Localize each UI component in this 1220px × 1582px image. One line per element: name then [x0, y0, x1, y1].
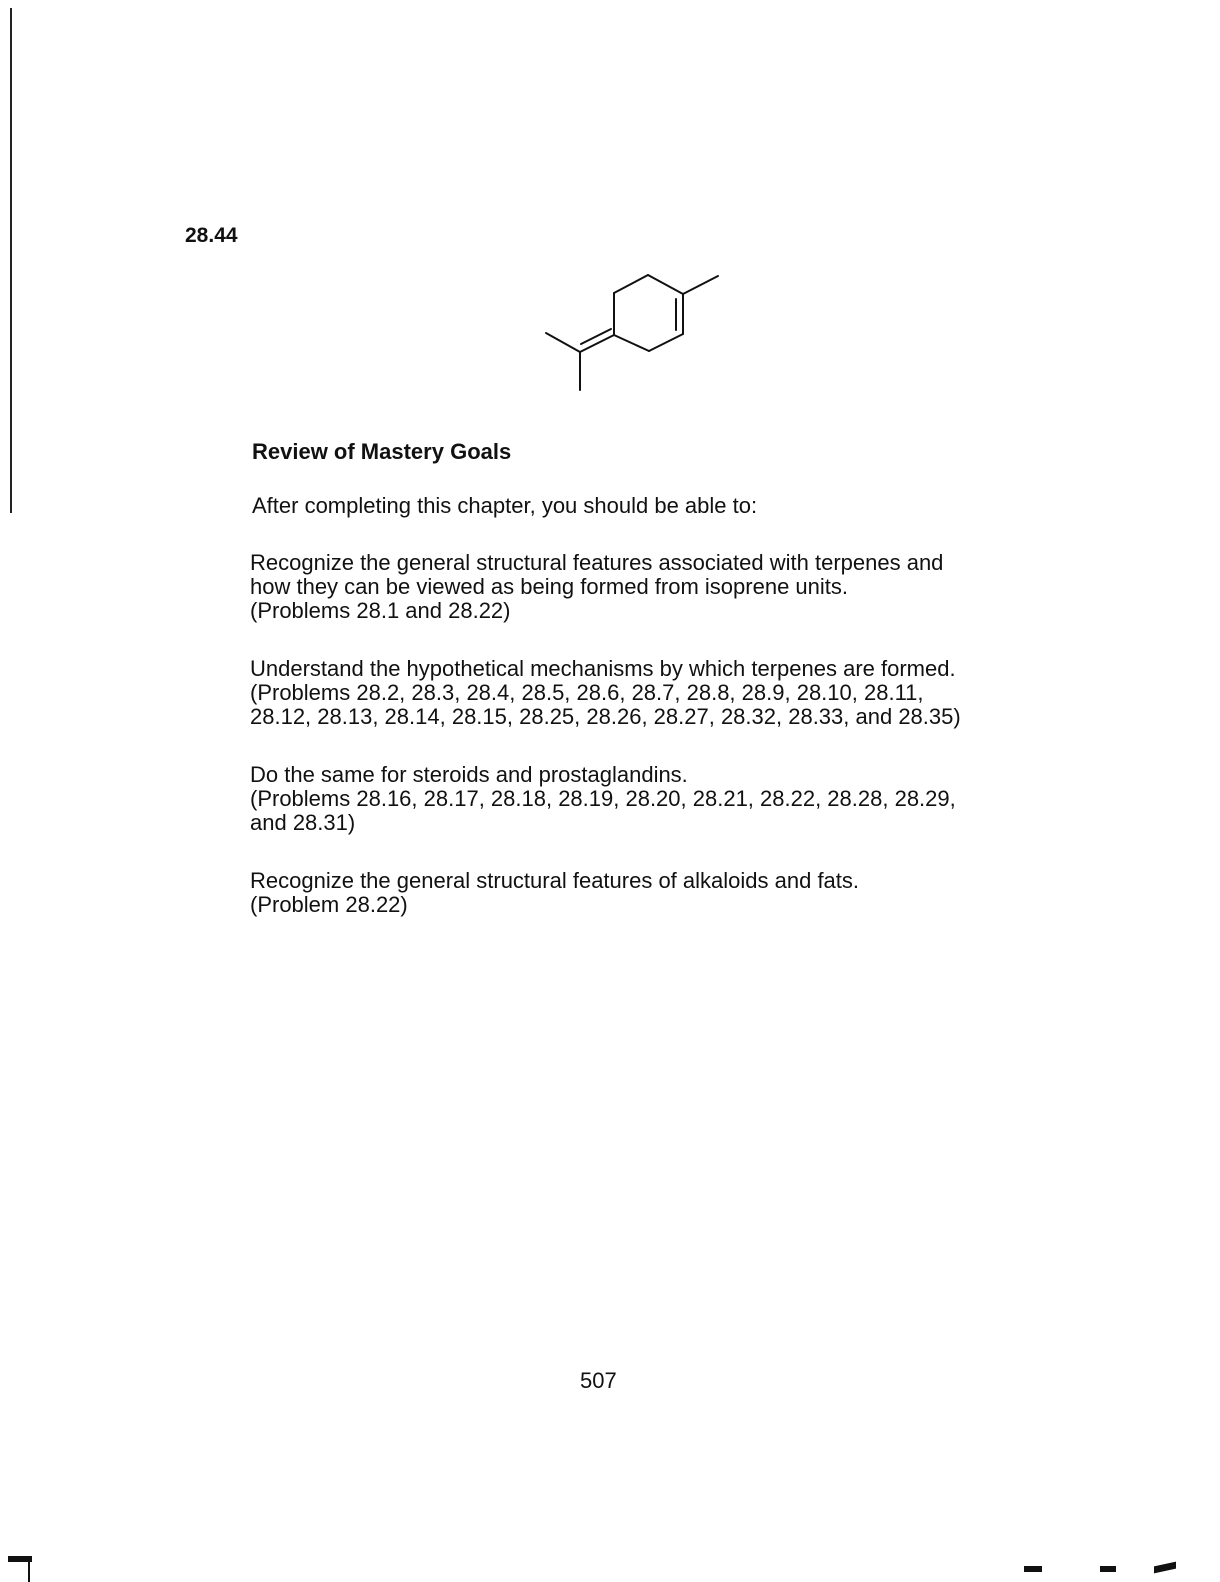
- ring-bond: [648, 275, 683, 294]
- section-heading: Review of Mastery Goals: [252, 439, 512, 464]
- exocyclic-double-bond-inner: [581, 329, 611, 344]
- chemical-structure-diagram: [540, 268, 730, 403]
- scan-artifact-bottom-right: [1100, 1566, 1116, 1572]
- goal-item: [250, 551, 1050, 623]
- methyl-bond: [546, 333, 580, 352]
- mastery-goals-section: [250, 440, 1050, 951]
- exocyclic-double-bond: [580, 335, 614, 352]
- goal-item: [250, 657, 1050, 729]
- page-number: 507: [580, 1368, 617, 1393]
- goal-problems: (Problems 28.2, 28.3, 28.4, 28.5, 28.6, 28.7, 28.8, 28.9, 28.10, 28.11, 28.12, 28.13, 28.14, 28.15, 28.25, 28.26, 28.27, 28.32, 28.33, and 28.35): [250, 680, 961, 729]
- methyl-bond: [683, 276, 718, 294]
- ring-bond: [614, 335, 649, 351]
- goal-text: Recognize the general structural features of alkaloids and fats.: [250, 868, 860, 893]
- goal-item: [250, 869, 1050, 917]
- problem-number: 28.44: [185, 224, 238, 247]
- goal-problems: (Problem 28.22): [250, 892, 408, 917]
- scan-artifact-bottom-right: [1024, 1566, 1042, 1572]
- alkylidene-cyclohexene-skeletal-structure: [540, 268, 730, 398]
- scan-artifact-bottom-left-stem: [28, 1556, 30, 1582]
- goal-text: Understand the hypothetical mechanisms by which terpenes are formed.: [250, 656, 956, 681]
- goal-problems: (Problems 28.16, 28.17, 28.18, 28.19, 28.20, 28.21, 28.22, 28.28, 28.29, and 28.31): [250, 786, 956, 835]
- scan-margin-line: [10, 8, 12, 513]
- goal-text: Recognize the general structural features associated with terpenes and how they can be viewed as being formed from isoprene units.: [250, 550, 944, 599]
- scan-artifact-bottom-right: [1154, 1562, 1176, 1574]
- goal-problems: (Problems 28.1 and 28.22): [250, 598, 511, 623]
- goal-text: Do the same for steroids and prostaglandins.: [250, 762, 688, 787]
- ring-bond: [614, 275, 648, 293]
- goal-item: [250, 763, 1050, 835]
- intro-text: After completing this chapter, you should be able to:: [252, 493, 758, 518]
- ring-bond: [649, 334, 683, 351]
